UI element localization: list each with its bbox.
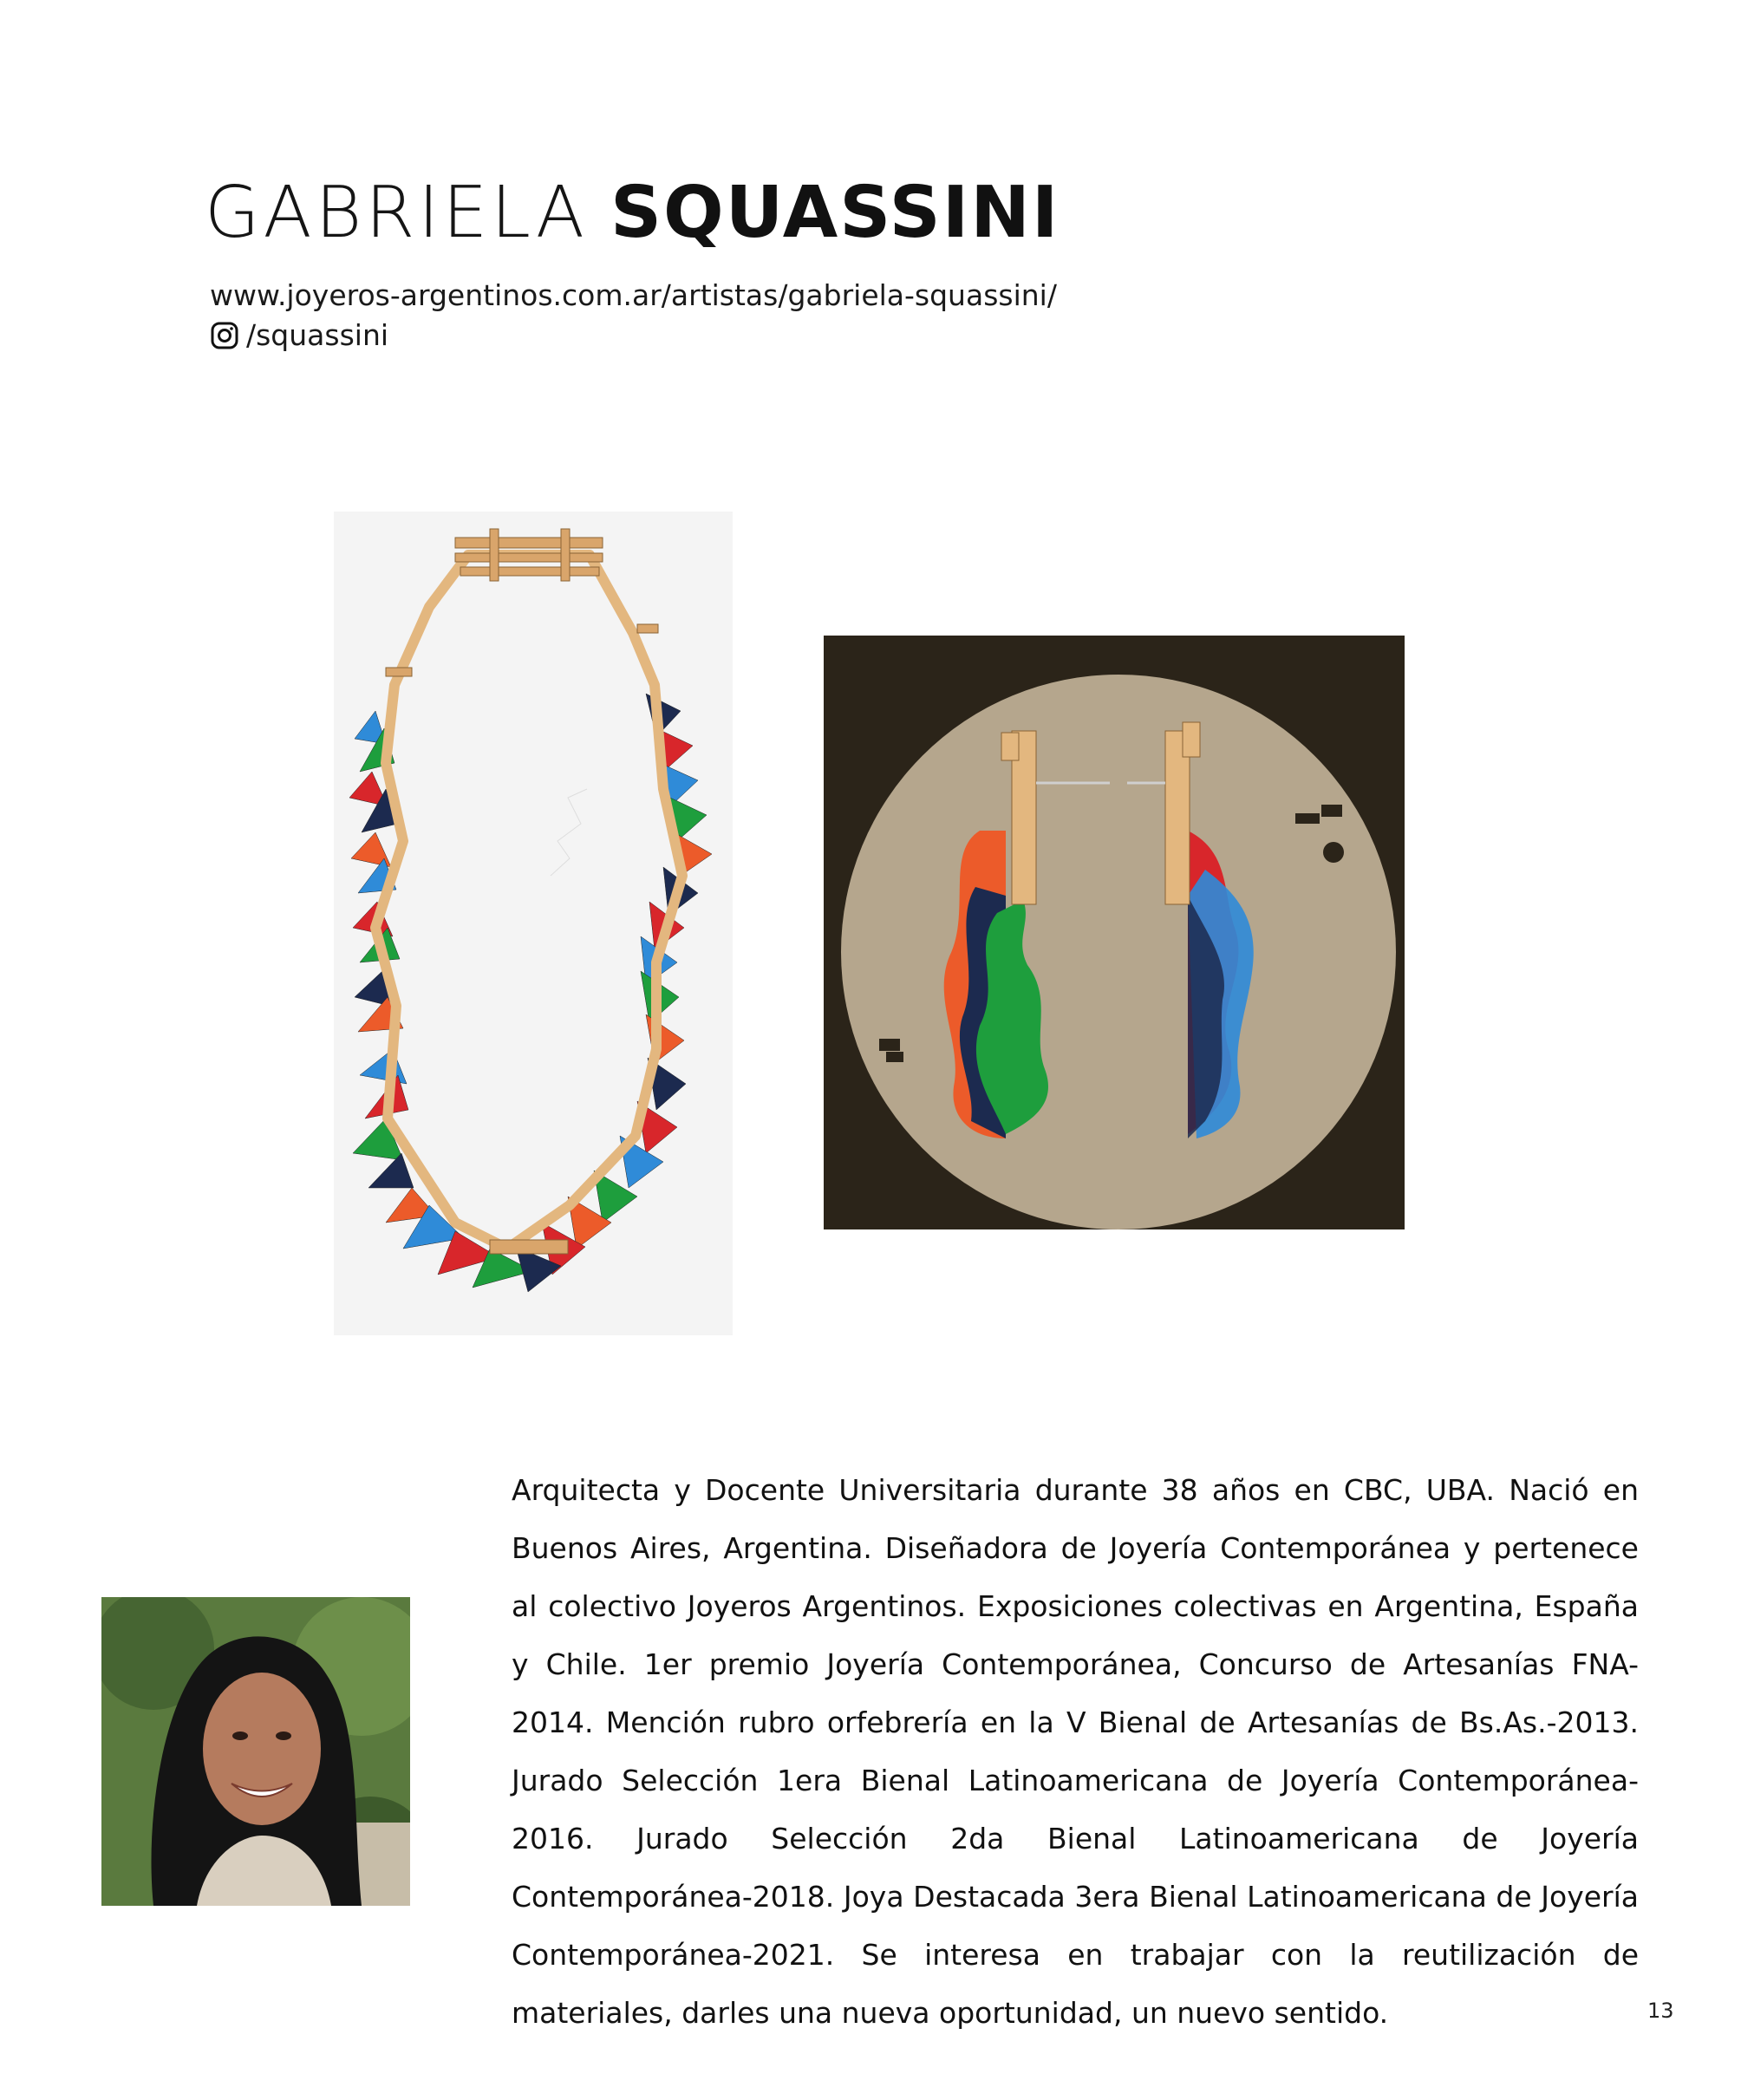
artist-portrait	[101, 1597, 410, 1906]
website-link[interactable]: www.joyeros-argentinos.com.ar/artistas/gabriela-squassini/	[210, 278, 1057, 312]
artist-biography: Arquitecta y Docente Universitaria durante 38 años en CBC, UBA. Nació en Buenos Aires, Argentina. Diseñadora de Joyería Contemporánea y pertenece al colectivo Joyeros Argentinos. Exposiciones colectivas en Argentina, España y Chile. 1er premio Joyería Contemporánea, Concurso de Artesanías FNA-2014. Mención rubro orfebrería en la V Bienal de Artesanías de Bs.As.-2013. Jurado Selección 1era Bienal Latinoamericana de Joyería Contemporánea-2016. Jurado Selección 2da Bienal Latinoamericana de Joyería Contemporánea-2018. Joya Destacada 3era Bienal Latinoamericana de Joyería Contemporánea-2021. Se interesa en trabajar con la reutilización de materiales, darles una nueva oportunidad, un nuevo sentido.	[512, 1473, 1639, 2030]
artist-name	[205, 170, 1060, 257]
artist-first-name: GABRIELA	[205, 172, 588, 254]
necklace-photo	[334, 512, 733, 1335]
instagram-handle: /squassini	[246, 318, 389, 352]
instagram-icon	[210, 321, 239, 350]
earrings-photo	[824, 636, 1405, 1229]
page-number: 13	[1647, 1999, 1674, 2023]
artist-last-name: SQUASSINI	[610, 172, 1060, 254]
instagram-link[interactable]	[210, 317, 388, 354]
